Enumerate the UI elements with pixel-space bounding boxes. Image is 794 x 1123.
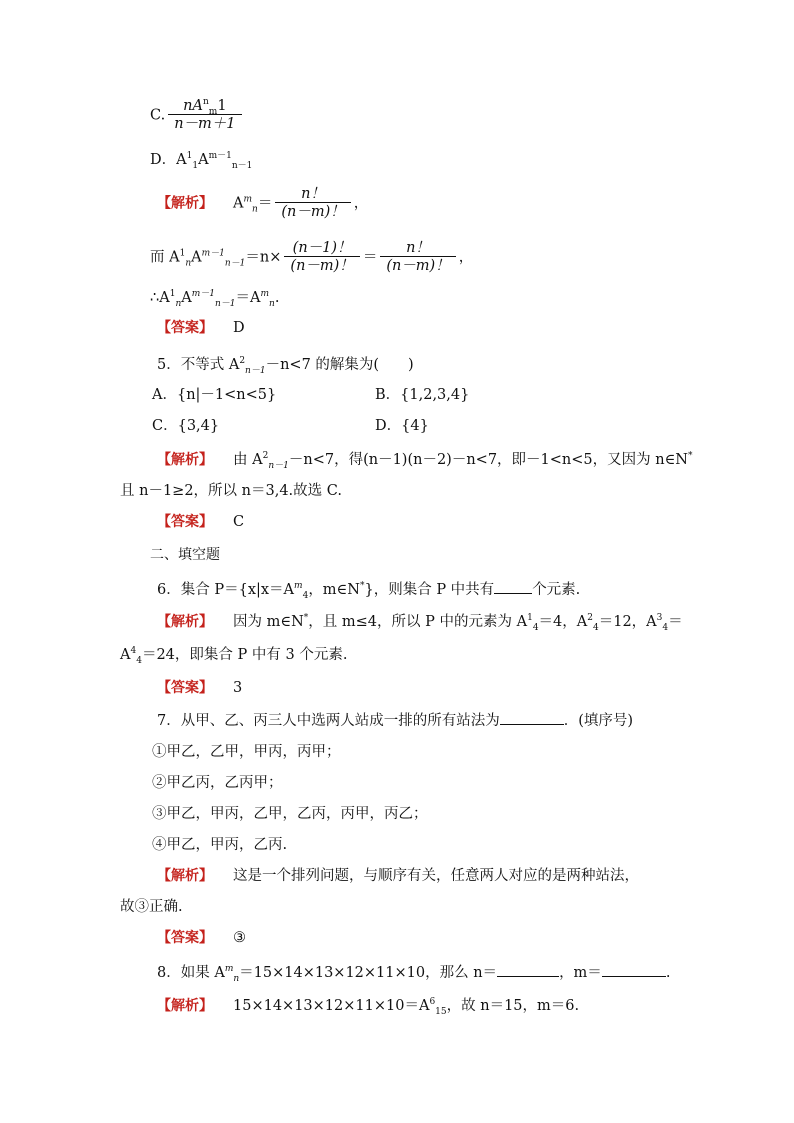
fraction: $\frac{n!}{(n-m)!}$ [380,240,455,275]
q5-option-c: C．{3,4} [152,418,220,434]
q4-option-d: D．$A^1_1A^{m-1}_{n-1}$ [150,151,253,171]
answer-blank-n[interactable] [497,962,559,977]
analysis-tag: 【解析】 [157,998,213,1014]
answer-tag: 【答案】 [157,320,213,336]
q8-stem: 8．如果 $A^m_n=15\times 14\times 13\times 12\times 11\times 10$，那么 n＝ ，m＝ . [157,962,670,983]
answer-tag: 【答案】 [157,680,213,696]
q7-analysis: 【解析】 这是一个排列问题，与顺序有关，任意两人对应的是两种站法， [157,868,639,884]
fraction: $\frac{(n-1)!}{(n-m)!}$ [284,240,359,275]
q6-answer: 【答案】 3 [157,680,243,696]
analysis-tag: 【解析】 [157,452,213,468]
q7-option-1: ①甲乙，乙甲，甲丙，丙甲； [152,744,341,760]
analysis-tag: 【解析】 [157,614,213,630]
q7-option-3: ③甲乙，甲丙，乙甲，乙丙，丙甲，丙乙； [152,806,428,822]
q7-analysis-line2: 故③正确. [120,899,183,915]
analysis-tag: 【解析】 [157,195,213,212]
q5-stem: 5．不等式 $A^2_{n-1}-n<7$ 的解集为( ) [157,356,414,376]
q6-stem: 6．集合 $P=\{x|x=A^m_4$，m∈N*}，则集合 P 中共有 个元素. [157,579,580,600]
answer-tag: 【答案】 [157,514,213,530]
q5-option-d: D．{4} [375,418,429,434]
q4-analysis-line3: $\therefore A^1_nA^{m-1}_{n-1}=A^m_n$. [150,289,280,309]
q4-analysis-line2: 而 $A^1_nA^{m-1}_{n-1}=n\times$ $\frac{(n-1)!}{(n-m)!}$ ＝ $\frac{n!}{(n-m)!}$ ， [150,240,474,274]
q5-analysis: 【解析】 由 $A^2_{n-1}-n<7$，得(n－1)(n－2)－n<7，即－1<n<5，又因为 n∈N* [157,451,693,471]
answer-blank-m[interactable] [602,962,666,977]
q6-analysis: 【解析】 因为 m∈N*，且 m≤4，所以 P 中的元素为 $A^1_4=4$，$A^2_4=12$，$A^3_4=$ [157,613,683,633]
q6-analysis-line2: $A^4_4=24$，即集合 P 中有 3 个元素. [120,646,348,666]
answer-blank[interactable] [500,710,564,725]
q5-option-a: A．{n|－1<n<5} [152,387,277,403]
q5-analysis-line2: 且 n－1≥2，所以 n＝3,4.故选 C. [120,483,342,499]
option-c-fraction: $\frac{nA^n_m1}{n-m+1}$ [168,98,241,133]
q5-answer: 【答案】 C [157,514,245,530]
q7-answer: 【答案】 ③ [157,930,246,946]
q4-option-c [150,98,245,133]
analysis-tag: 【解析】 [157,868,213,884]
q4-answer: 【答案】 D [157,320,245,336]
q4-analysis: 【解析】 $A^m_n=$ $\frac{n!}{(n-m)!}$ ， [157,186,369,220]
answer-blank[interactable] [494,579,532,594]
q7-stem: 7．从甲、乙、丙三人中选两人站成一排的所有站法为 ．(填序号) [157,710,633,731]
fraction: $\frac{n!}{(n-m)!}$ [275,186,350,221]
q8-analysis: 【解析】 $15\times 14\times 13\times 12\times 11\times 10=A^6_{15}$，故 n＝15，m＝6. [157,997,580,1017]
q7-option-4: ④甲乙，甲丙，乙丙. [152,837,288,853]
q5-option-b: B．{1,2,3,4} [375,387,470,403]
answer-tag: 【答案】 [157,930,213,946]
option-label: C. [150,107,166,124]
q7-option-2: ②甲乙丙，乙丙甲； [152,775,283,791]
section-title: 二、填空题 [150,547,220,563]
